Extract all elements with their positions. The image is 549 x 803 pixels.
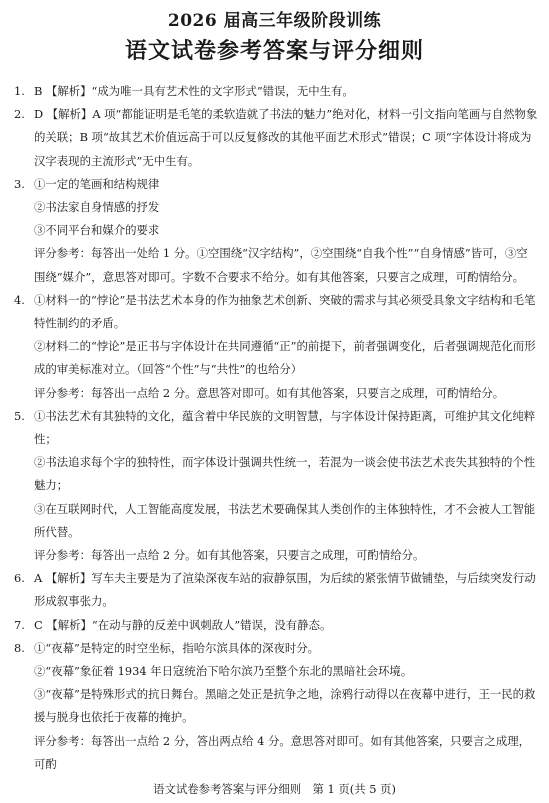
item-line: ③在互联网时代，人工智能高度发展，书法艺术要确保其人类创作的主体独特性，才不会被人工智能所代替。 (34, 501, 536, 539)
answer-list (14, 80, 538, 776)
item-number: 5. (14, 408, 25, 423)
answer-item-6 (14, 567, 538, 613)
item-number: 1. (14, 84, 25, 98)
answer-item-4 (14, 289, 538, 405)
scoring-note: 评分参考：每答出一点给 2 分，答出两点给 4 分。意思答对即可。如有其他答案，只要言之成理，可酌 (34, 733, 530, 771)
answer-item-3 (14, 173, 538, 289)
item-line: ①书法艺术有其独特的文化，蕴含着中华民族的文明智慧，与字体设计保持距离，可维护其文化纯粹性； (34, 408, 536, 447)
scoring-note: 评分参考：每答出一点给 2 分。如有其他答案，只要言之成理，可酌情给分。 (34, 548, 425, 563)
scoring-note: 评分参考：每答出一点给 2 分。意思答对即可。如有其他答案，只要言之成理，可酌情给分。 (34, 385, 505, 400)
item-line: D 【解析】A 项“都能证明是毛笔的柔软造就了书法的魅力”绝对化，材料一引文指向笔画与自然物象的关联；B 项“故其艺术价值远高于可以反复修改的其他平面艺术形式”错误；C 项“字体设计将成为汉字表现的主流形式”无中生有。 (34, 107, 538, 168)
item-line: ③不同平台和媒介的要求 (34, 223, 160, 238)
item-line: ①一定的笔画和结构规律 (34, 176, 160, 191)
item-line: B 【解析】“成为唯一具有艺术性的文字形式”错误，无中生有。 (34, 84, 354, 98)
answer-item-5 (14, 405, 538, 567)
exam-title: 2026 届高三年级阶段训练 (167, 11, 382, 31)
item-line: ②“夜幕”象征着 1934 年日寇统治下哈尔滨乃至整个东北的黑暗社会环境。 (34, 664, 413, 679)
item-number: 6. (14, 571, 25, 586)
item-number: 2. (14, 107, 25, 122)
item-number: 7. (14, 617, 25, 632)
answer-item-7 (14, 614, 538, 637)
item-line: C 【解析】“在动与静的反差中讽刺敌人”错误，没有静态。 (34, 617, 332, 632)
answer-item-2 (14, 103, 538, 173)
answer-item-8 (14, 637, 538, 776)
item-number: 3. (14, 176, 25, 191)
document-subtitle: 语文试卷参考答案与评分细则 (124, 39, 424, 64)
item-number: 8. (14, 640, 25, 655)
item-line: ①材料一的“悖论”是书法艺术本身的作为抽象艺术创新、突破的需求与其必须受具象文字结构和毛笔特性制约的矛盾。 (34, 292, 536, 331)
item-number: 4. (14, 292, 25, 307)
scoring-note: 评分参考：每答出一处给 1 分。①空围绕“汉字结构”，②空围绕“自我个性”“自身情感”皆可，③空围绕“媒介”，意思答对即可。字数不合要求不给分。如有其他答案，只要言之成理，可酌情给分。 (34, 246, 528, 284)
item-line: A 【解析】写车夫主要是为了渲染深夜车站的寂静氛围，为后续的紧张情节做铺垫，与后续突发行动形成叙事张力。 (34, 571, 536, 609)
item-line: ①“夜幕”是特定的时空坐标，指哈尔滨具体的深夜时分。 (34, 640, 320, 655)
item-line: ②书法家自身情感的抒发 (34, 200, 160, 215)
item-line: ②书法追求每个字的独特性，而字体设计强调共性统一，若混为一谈会使书法艺术丧失其独特的个性魅力； (34, 455, 536, 493)
item-line: ②材料二的“悖论”是正书与字体设计在共同遵循“正”的前提下，前者强调变化，后者强调规范化而形成的审美标准对立。（回答“个性”与“共性”的也给分） (34, 339, 536, 377)
answer-item-1 (14, 80, 538, 103)
item-line: ③“夜幕”是特殊形式的抗日舞台。黑暗之处正是抗争之地，涂鸦行动得以在夜幕中进行，王一民的救援与脱身也依托于夜幕的掩护。 (34, 687, 536, 725)
page-footer: 语文试卷参考答案与评分细则 第 1 页(共 5 页) (153, 782, 396, 796)
